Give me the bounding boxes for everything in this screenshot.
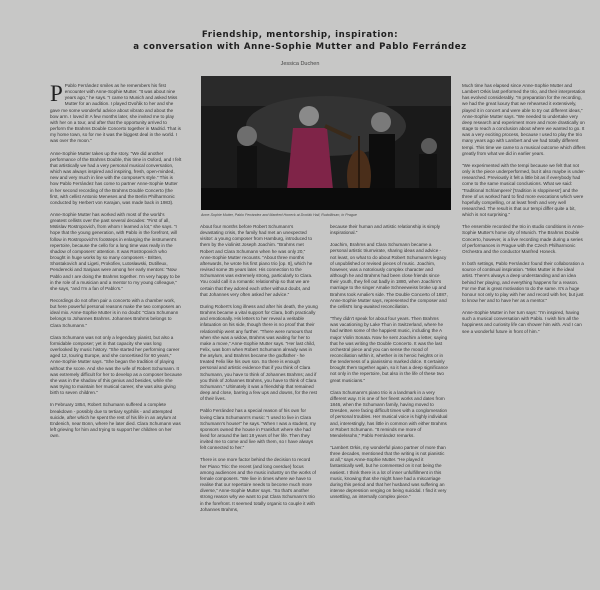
- paragraph: Anne-Sophie Mutter has worked with most of the world's greatest cellists over the past several decades: "First of all, Mstislav Rostropovich, from whom I learned a lot," she says. "I hope that the young generation, with Pablo in the forefront, will follow in Rostropovich's footsteps in enlarging the instrument's repertoire, because the cello for a long time was really in the shadow of composers' attention. It was Rostropovich who brought in huge works by so many composers - Britten, Shostakovich and Ligeti, Prokofiev, Lutosławski, Dutilleux, Penderecki and Sanjaas were among her early mentors: "Now Pablo and I are doing the Brahms together. I'm very happy to be in the role of a musician and a mentor to my young colleague," she says, "and I'm a fan of Pablo's.": [50, 211, 181, 291]
- text-column-4: [462, 83, 586, 341]
- paragraph: Pablo Ferrández has a special reason of his own for loving Clara Schumann's music: "I used to live in Clara Schumann's house!" he says. "When I was a student, my sponsors owned the house in Frankfurt where she had lived for around the last 18 years of her life. Then they invited me to come and live with them, so I have always felt connected to her.": [200, 408, 316, 451]
- drop-cap: P: [50, 81, 63, 106]
- concert-photo: [201, 76, 451, 210]
- paragraph: Clara Schumann was not only a legendary pianist, but also a formidable composer; yet in that capacity she was long overlooked by music history. "She started her performing career aged 12, touring Europe, and she concertised for 60 years," Anne-Sophie Mutter says. "She began the tradition of playing without the score. And she was the wife of Robert Schumann. It was extremely difficult for her to develop as a composer because she was in the shadow of this genius and besides, while she was trying to maintain her musical career, she was also giving birth to seven children.": [50, 334, 182, 396]
- article-title-line2: a conversation with Anne-Sophie Mutter and Pablo Ferrández: [133, 42, 467, 52]
- paragraph: "Lambert Orkis, my wonderful piano partner of more than three decades, mentioned that the writing is not pianistic at all," says Anne-Sophie Mutter. "He played it fantastically well, but he commented on it not being the easiest. I think there is a lot of inner unfulfillment in this music, knowing that she might have had a miscarriage during this period and that her husband was suffering an intense depression verging on being suicidal. I find it very unsettling, an internally complex piece.": [330, 445, 447, 500]
- text-column-3: [330, 224, 448, 506]
- paragraph: There is one more factor behind the decision to record her Piano Trio: the recent (and long overdue) focus among audiences and the music industry on the works of female composers. "We live in times where we have to realise that our repertoire needs to become much more diverse," Anne-Sophie Mutter says. "So that's another strong reason why we want to put Clara Schumann's trio in the forefront. It seemed totally organic to couple it with Johannes Brahms,: [200, 457, 316, 512]
- paragraph: Clara Schumann's piano trio is a landmark in a very different way. It is one of her finest works and dates from 1846, when the Schumann family, having moved to Dresden, were facing difficult times with a conglomeration of personal troubles. Her musical voice is highly individual and, interestingly, has little in common with either Brahms or Robert Schumann. "It reminds me more of Mendelssohn," Pablo Ferrández remarks.: [330, 389, 448, 438]
- article-title-line1: Friendship, mentorship, inspiration:: [201, 30, 399, 40]
- paragraph: Anne-Sophie Mutter in her turn says: "I'm inspired, having such a musical conversation with Pablo. I wish him all the happiness and curiosity life can shower him with. And I can see a wonderful future in front of him.": [462, 310, 582, 334]
- paragraph: In February 1854, Robert Schumann suffered a complete breakdown - possibly due to tertiary syphilis - and attempted suicide, after which he spent the rest of his life in an asylum at Endenich, near Bonn, where he later died. Clara Schumann was left grieving for him and trying to support her children on her own.: [50, 402, 181, 439]
- author-byline: Jessica Duchen: [280, 61, 320, 67]
- paragraph: "They didn't speak for about four years. Then Brahms was vacationing by Lake Thun in Switzerland, where he had written some of the happiest music, including the A major Violin Sonata. Now he sent Joachim a letter, saying that he was writing the Double Concerto. It was the last orchestral piece and you can sense the mood of reconciliation within it, whether in its heroic heights or in the tenderness of a pianissimo marked dolce. It certainly brought them together again, so it has a deep significance not only in the repertoire, but also in the life of these two great musicians.": [330, 316, 448, 383]
- text-column-2: [200, 224, 318, 519]
- text-column-1: [50, 83, 182, 445]
- concert-photo-image: [201, 76, 451, 210]
- paragraph: Much time has elapsed since Anne-Sophie Mutter and Lambert Orkis last performed the trio, and their interpretation has evolved considerably. "In preparation for the recording, we had the great luxury that we rehearsed it extensively, played it in concert and were able to try out different ideas," Anne-Sophie Mutter says. "We needed to undertake very deep research and experiment more and more drastically on stage to reach a conclusion about where we wanted to go. It was a very exciting process, because I used to play the trio many years ago with Lambert and we had totally different tempi. This time we came to a musical outcome which differs greatly from what we did in earlier years.: [462, 83, 586, 156]
- paragraph-text: Pablo Ferrández smiles as he remembers his first encounter with Anne-Sophie Mutter. "It was about nine years ago," he says. "I came to Munich and asked Miss Mutter for an audition. I played Dvořák to her and she gave me some wonderful advice about vibrato and about the bow arm. I loved it! A few months later, she invited me to play with her on a tour, and after that the opportunity arrived to perform the Brahms Double Concerto together in Madrid. That is my home town, so for me it was the biggest deal in the world. I was over the moon.": [50, 83, 181, 144]
- paragraph: Recordings do not often pair a concerto with a chamber work, but here powerful personal reasons make the two composers an ideal mix. Anne-Sophie Mutter is in no doubt: "Clara Schumann belongs to Johannes Brahms. Johannes Brahms belongs to Clara Schumann.": [50, 298, 181, 328]
- paragraph: About four months before Robert Schumann's devastating crisis, the family had met an unexpected visitor: a young composer from Hamburg, introduced to them by the violinist Joseph Joachim. "Brahms met Robert and Clara Schumann when he was only 20," Anne-Sophie Mutter recounts. "About three months afterwards, he wrote his first piano trio [op. 8], which he revised some 35 years later. His connection to the Schumanns was extremely strong, particularly to Clara. You could call it a romantic relationship so that we are certain that they adored each other without doubt, and that Johannes very often asked her advice.": [200, 224, 313, 297]
- paragraph: In both settings, Pablo Ferrández found their collaboration a source of continual inspiration. "Miss Mutter is the ideal artist. There's always a deep understanding and an idea behind her playing, and everything happens for a reason. For me that is great motivation to do the same. It's a huge honour not only to play with her and record with her, but just to know her and to have her as a mentor.": [462, 261, 584, 303]
- paragraph: During Robert's long illness and after his death, the young Brahms became a vital support for Clara, both practically and emotionally. His letters to her reveal a veritable infatuation on his side, though there is no proof that their relationship went any further. "There were rumours that when she was a widow, Brahms was waiting for her to make a move," Anne-Sophie Mutter says. "Her last child, Felix, was born when Robert Schumann already was in the asylum, and Brahms became the godfather - he treated Felix like his own son. So there is enough personal and artistic evidence that if you think of Clara Schumann, you have to think of Johannes Brahms; and if you think of Johannes Brahms, you have to think of Clara Schumann." Ultimately it was a friendship that remained deep and close, barring a few ups and downs, for the rest of their lives.: [200, 303, 318, 402]
- paragraph: [50, 83, 182, 145]
- paragraph: The ensemble recorded the trio in studio conditions in Anne-Sophie Mutter's home city of Munich. The Brahms Double Concerto, however, is a live recording made during a series of performances in Prague with the Czech Philharmonic Orchestra and the conductor Manfred Honeck.: [462, 224, 585, 254]
- photo-caption: Anne-Sophie Mutter, Pablo Ferrández and Manfred Honeck at Dvořák Hall, Rudolfinum, in Prague: [201, 213, 357, 217]
- paragraph: Anne-Sophie Mutter takes up the story. "We did another performance of the Brahms Double, this time in Oxford, and I felt that artistically we had a very personal musical conversation, which was always inspired and inspiring, fresh, open-minded, new and very much in line with the composer's style." This is how Pablo Ferrández has come to partner Anne-Sophie Mutter in her second recording of the Brahms Double Concerto (the first, with cellist Antonio Meneses and the Berlin Philharmonic conducted by Herbert von Karajan, was made back in 1983).: [50, 150, 182, 205]
- paragraph: because their human and artistic relationship is simply inspirational.": [330, 224, 441, 236]
- paragraph: "We experimented with the tempi because we felt that not only is the piece underperformed, but it also maybe is under-researched. Previously it felt a little bit as if everybody had come to the same musical conclusions. What we said: 'Traditional Schlamperei' ['tradition is sloppiness'] and the three of us worked hard to find more evocations which were hopefully compelling, or at least fresh and very well researched. The result is that our tempi differ quite a bit, which is not surprising.": [462, 162, 586, 218]
- paragraph: Joachim, Brahms and Clara Schumann became a personal artistic triumvirate, sharing ideas and advice - not least, on what to do about Robert Schumann's legacy of unpublished or revised pieces of music. Joachim, however, was a notoriously complex character and although he and Brahms had been close friends since their youth, they fell out badly in 1880, when Joachim's marriage to the singer Amalie Schneeweiss broke up and Brahms took Amalie's side. The Double Concerto of 1887, Anne-Sophie Mutter says, represented the composer and the cellist's long-awaited reconciliation.: [330, 242, 448, 309]
